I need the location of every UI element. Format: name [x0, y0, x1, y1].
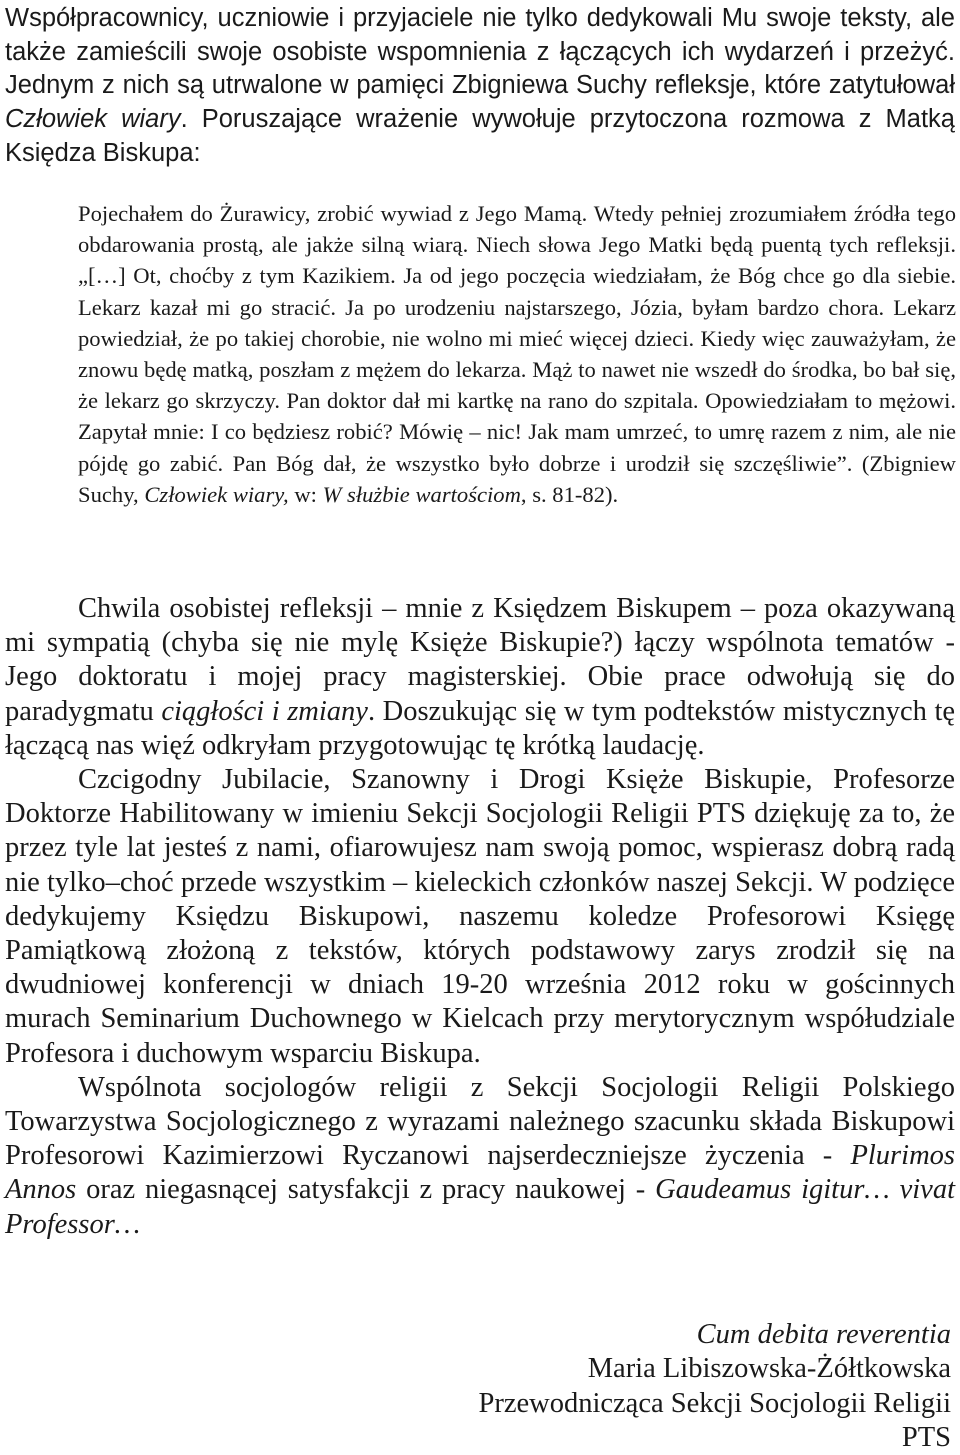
paragraph-reflection-end: . Doszukując się w tym podtekstów mistycznych tę łączącą nas więź odkryłam przygotowując tę krótką laudację.	[5, 695, 956, 761]
signature-salutation: Cum debita reverentia	[696, 1319, 951, 1350]
paragraph-wishes-mid: oraz niegasnącej satysfakcji z pracy naukowej -	[76, 1174, 656, 1206]
signature-name: Maria Libiszowska-Żółtkowska	[587, 1353, 951, 1385]
quote-source-end: , s. 81-82).	[520, 481, 619, 507]
body-text	[5, 592, 955, 1242]
paragraph-reflection-text: Chwila osobistej refleksji – mnie z Księdzem Biskupem – poza okazywaną mi sympatią (chyba się nie mylę Księże Biskupie?) łączy wspólnota tematów - Jego doktoratu i mojej pracy magisterskiej. Obie prace odwołują się do paradygmatu	[5, 593, 955, 727]
signature-block	[478, 1318, 951, 1455]
paragraph-wishes-italic-1: Plurimos Annos	[5, 1140, 955, 1206]
quote-text: Pojechałem do Żurawicy, zrobić wywiad z Jego Mamą. Wtedy pełniej zrozumiałem źródła tego obdarowania prostą, ale jakże silną wiarą. Niech słowa Jego Matki będą puentą tych refleksji. „[…] Ot, choćby z tym Kazikiem. Ja od jego poczęcia wiedziałam, że Bóg chce go dla siebie. Lekarz kazał mi go stracić. Ja po urodzeniu najstarszego, Józia, byłam bardzo chora. Lekarz powiedział, że po takiej chorobie, nie wolno mi mieć więcej dzieci. Kiedy więc zauważyłam, że znowu będę matką, poszłam z mężem do lekarza. Mąż to nawet nie wszedł do środka, bo bał się, że lekarz go skrzyczy. Pan doktor dał mi kartkę na rano do szpitala. Opowiedziałam to mężowi. Zapytał mnie: I co będziesz robić? Mówię – nic! Jak mam umrzeć, to umrę razem z nim, ale nie pójdę go zabić. Pan Bóg dał, że wszystko było dobrze i urodził się szczęśliwie”. (Zbigniew Suchy,	[78, 201, 956, 507]
paragraph-dedication: Czcigodny Jubilacie, Szanowny i Drogi Księże Biskupie, Profesorze Doktorze Habilitowany w imieniu Sekcji Socjologii Religii PTS dziękuję za to, że przez tyle lat jesteś z nami, ofiarowujesz nam swoją pomoc, wspierasz dobrą radą nie tylko–choć przede wszystkim – kieleckich członków naszej Sekcji. W podzięce dedykujemy Księdzu Biskupowi, naszemu koledze Profesorowi Księgę Pamiątkową złożoną z tekstów, których podstawowy zarys zrodził się na dwudniowej konferencji w dniach 19-20 września 2012 roku w gościnnych murach Seminarium Duchownego w Kielcach przy merytorycznym współudziale Profesora i duchowym wsparciu Biskupa.	[5, 764, 955, 1069]
signature-role: Przewodnicząca Sekcji Socjologii Religii	[478, 1387, 951, 1419]
intro-text-end: . Poruszające wrażenie wywołuje przytoczona rozmowa z Matką Księdza Biskupa:	[5, 105, 955, 167]
quote-source-mid: w:	[288, 481, 323, 507]
paragraph-wishes-italic-2: Gaudeamus igitur… vivat Professor…	[5, 1174, 955, 1240]
paragraph-reflection	[5, 592, 955, 763]
document-page	[5, 0, 956, 1453]
intro-title: Człowiek wiary	[5, 105, 181, 134]
paragraph-reflection-italic: ciągłości i zmiany	[161, 695, 368, 727]
intro-paragraph	[5, 2, 955, 171]
intro-text: Współpracownicy, uczniowie i przyjaciele nie tylko dedykowali Mu swoje teksty, ale także zamieścili swoje osobiste wspomnienia z łączących ich wydarzeń i przeżyć. Jednym z nich są utrwalone w pamięci Zbigniewa Suchy refleksje, które zatytułował	[5, 4, 955, 100]
paragraph-wishes-text: Wspólnota socjologów religii z Sekcji Socjologii Religii Polskiego Towarzystwa Socjologicznego z wyrazami należnego szacunku składa Biskupowi Profesorowi Kazimierzowi Ryczanowi najserdeczniejsze życzenia -	[5, 1071, 955, 1172]
quote-book-title: W służbie wartościom	[322, 481, 521, 507]
quote-source-title: Człowiek wiary,	[144, 481, 289, 507]
signature-organization: PTS	[901, 1421, 951, 1453]
paragraph-wishes	[5, 1071, 955, 1242]
block-quote	[78, 198, 956, 510]
